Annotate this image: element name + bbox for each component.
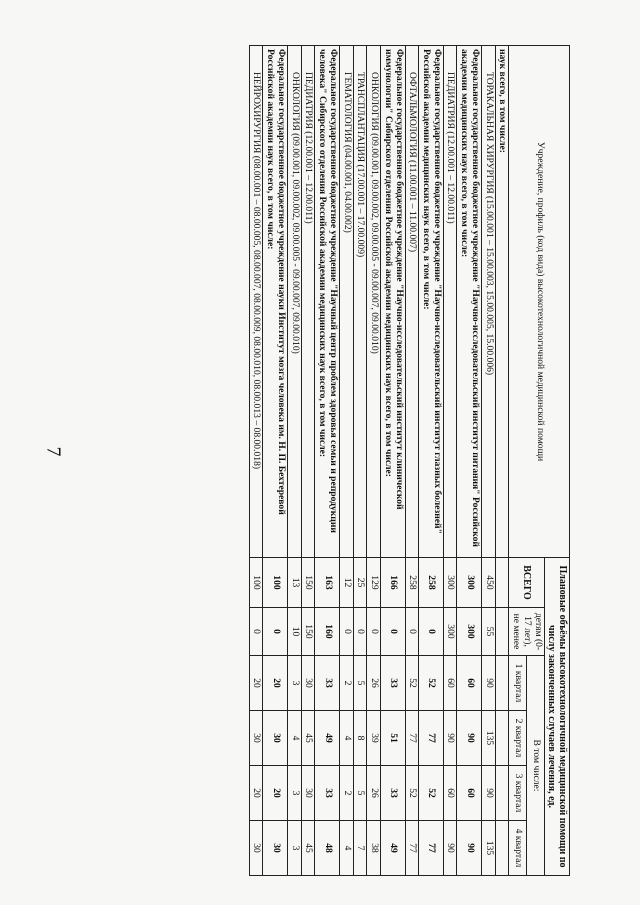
table-row	[353, 46, 367, 876]
cell-q3: 33	[381, 766, 405, 821]
cell-q3: 52	[419, 766, 443, 821]
cell-q3: 60	[457, 766, 481, 821]
cell-name: ТРАНСПЛАНТАЦИЯ (17.00.001 – 17.00.009)	[353, 46, 367, 558]
htmp-volume-table	[249, 45, 570, 876]
cell-total: 100	[249, 558, 263, 608]
cell-name: Федеральное государственное бюджетное учреждение "Научно-исследовательский институт питания" Российской академии медицинских наук всего, в том числе:	[457, 46, 481, 558]
cell-total: 129	[367, 558, 381, 608]
cell-children: 0	[367, 608, 381, 656]
cell-total: 13	[287, 558, 301, 608]
cell-name: наук всего, в том числе:	[495, 46, 509, 558]
cell-q2: 49	[315, 711, 339, 766]
cell-name: Федеральное государственное бюджетное учреждение "Научный центр проблем здоровья семьи и репродукции человека" Сибирского отделения Российской академии медицинских наук всего, в том числе:	[315, 46, 339, 558]
header-row-1	[544, 46, 569, 876]
cell-total: 100	[263, 558, 287, 608]
table-row	[405, 46, 419, 876]
cell-q4: 30	[263, 821, 287, 876]
cell-q4: 4	[339, 821, 353, 876]
cell-total: 166	[381, 558, 405, 608]
cell-q1: 3	[287, 656, 301, 711]
cell-q4: 30	[249, 821, 263, 876]
cell-q1: 5	[353, 656, 367, 711]
cell-children: 0	[353, 608, 367, 656]
cell-children: 10	[287, 608, 301, 656]
header-children: детям (0-17 лет), не менее	[509, 608, 544, 656]
cell-total: 258	[405, 558, 419, 608]
cell-name: ПЕДИАТРИЯ (12.00.001 – 12.00.011)	[301, 46, 315, 558]
header-in-that: В том числе:	[527, 656, 545, 876]
cell-q4: 45	[301, 821, 315, 876]
cell-name: Федеральное государственное бюджетное учреждение "Научно-исследовательский институт глазных болезней" Российской академии медицинских наук всего, в том числе:	[419, 46, 443, 558]
cell-q1: 90	[481, 656, 495, 711]
table-row	[287, 46, 301, 876]
cell-total: 163	[315, 558, 339, 608]
cell-q2: 90	[443, 711, 457, 766]
table-row	[443, 46, 457, 876]
cell-children: 300	[443, 608, 457, 656]
cell-q2: 45	[301, 711, 315, 766]
cell-children: 300	[457, 608, 481, 656]
cell-q2: 4	[287, 711, 301, 766]
table-row	[481, 46, 495, 876]
cell-q1: 20	[249, 656, 263, 711]
cell-q2: 30	[249, 711, 263, 766]
cell-name: ТОРАКАЛЬНАЯ ХИРУРГИЯ (15.00.001 – 15.00.003, 15.00.005, 15.00.006)	[481, 46, 495, 558]
cell-q1: 52	[419, 656, 443, 711]
cell-name: ОНКОЛОГИЯ (09.00.001, 09.00.002, 09.00.005 - 09.00.007, 09.00.010)	[287, 46, 301, 558]
cell-q2: 90	[457, 711, 481, 766]
header-q1: 1 квартал	[509, 656, 527, 711]
cell-total: 300	[457, 558, 481, 608]
cell-children: 0	[339, 608, 353, 656]
cell-q3: 3	[287, 766, 301, 821]
cell-children: 0	[249, 608, 263, 656]
page-number: 7	[42, 446, 65, 457]
cell-children: 0	[419, 608, 443, 656]
header-plan-title: Плановые объёмы высокотехнологичной медицинской помощи по числу законченных случаев лечения, ед.	[544, 558, 569, 876]
cell-name: ПЕДИАТРИЯ (12.00.001 – 12.00.011)	[443, 46, 457, 558]
cell-q4: 38	[367, 821, 381, 876]
header-total: ВСЕГО	[509, 558, 544, 608]
cell-q4: 3	[287, 821, 301, 876]
cell-q2: 77	[419, 711, 443, 766]
cell-q3: 2	[339, 766, 353, 821]
cell-q1: 60	[457, 656, 481, 711]
table-row	[419, 46, 443, 876]
cell-children: 0	[405, 608, 419, 656]
cell-q3: 5	[353, 766, 367, 821]
rotated-table-wrapper	[110, 45, 570, 875]
cell-q4: 7	[353, 821, 367, 876]
cell-children	[495, 608, 509, 656]
cell-total: 300	[443, 558, 457, 608]
cell-name: Федеральное государственное бюджетное учреждение науки Институт мозга человека им. Н. П. Бехтеревой Российской академии наук всего, в том числе:	[263, 46, 287, 558]
cell-q1: 30	[301, 656, 315, 711]
cell-children: 0	[263, 608, 287, 656]
cell-q4	[495, 821, 509, 876]
cell-q3: 20	[263, 766, 287, 821]
table-row	[495, 46, 509, 876]
cell-name: ОФТАЛЬМОЛОГИЯ (11.00.001 – 11.00.007)	[405, 46, 419, 558]
cell-q4: 90	[443, 821, 457, 876]
cell-children: 0	[381, 608, 405, 656]
cell-q1	[495, 656, 509, 711]
cell-q1: 33	[315, 656, 339, 711]
table-row	[263, 46, 287, 876]
cell-name: ОНКОЛОГИЯ (09.00.001, 09.00.002, 09.00.005 - 09.00.007, 09.00.010)	[367, 46, 381, 558]
cell-children: 55	[481, 608, 495, 656]
cell-q2: 135	[481, 711, 495, 766]
cell-q4: 77	[405, 821, 419, 876]
cell-q3: 26	[367, 766, 381, 821]
cell-total: 450	[481, 558, 495, 608]
cell-total	[495, 558, 509, 608]
cell-q3: 90	[481, 766, 495, 821]
cell-total: 258	[419, 558, 443, 608]
cell-q3: 20	[249, 766, 263, 821]
cell-q1: 20	[263, 656, 287, 711]
cell-total: 25	[353, 558, 367, 608]
cell-q2: 30	[263, 711, 287, 766]
cell-q1: 52	[405, 656, 419, 711]
table-row	[339, 46, 353, 876]
cell-name: ГЕМАТОЛОГИЯ (04.00.001, 04.00.002)	[339, 46, 353, 558]
cell-q2: 39	[367, 711, 381, 766]
cell-q2: 8	[353, 711, 367, 766]
cell-q3	[495, 766, 509, 821]
header-q2: 2 квартал	[509, 711, 527, 766]
table-row	[315, 46, 339, 876]
header-q3: 3 квартал	[509, 766, 527, 821]
table-body	[249, 46, 509, 876]
cell-q3: 52	[405, 766, 419, 821]
cell-name: НЕЙРОХИРУРГИЯ (08.00.001 – 08.00.005, 08.00.007, 08.00.009, 08.00.010, 08.00.013 – 08.00.018)	[249, 46, 263, 558]
cell-q3: 30	[301, 766, 315, 821]
cell-total: 12	[339, 558, 353, 608]
cell-q4: 49	[381, 821, 405, 876]
cell-q3: 33	[315, 766, 339, 821]
cell-q1: 33	[381, 656, 405, 711]
header-q4: 4 квартал	[509, 821, 527, 876]
table-row	[249, 46, 263, 876]
cell-q2: 77	[405, 711, 419, 766]
table-row	[457, 46, 481, 876]
table-row	[381, 46, 405, 876]
cell-name: Федеральное государственное бюджетное учреждение "Научно-исследовательский институт клинической иммунологии" Сибирского отделения Российской академии медицинских наук всего, в том числе:	[381, 46, 405, 558]
cell-q1: 60	[443, 656, 457, 711]
cell-q4: 135	[481, 821, 495, 876]
table-row	[301, 46, 315, 876]
header-col-name: Учреждение, профиль (код вида) высокотехнологичной медицинской помощи	[509, 46, 570, 558]
cell-q1: 26	[367, 656, 381, 711]
cell-q4: 77	[419, 821, 443, 876]
cell-children: 160	[315, 608, 339, 656]
cell-q2: 51	[381, 711, 405, 766]
cell-q1: 2	[339, 656, 353, 711]
cell-q4: 48	[315, 821, 339, 876]
cell-q3: 60	[443, 766, 457, 821]
cell-q2: 4	[339, 711, 353, 766]
cell-q2	[495, 711, 509, 766]
cell-q4: 90	[457, 821, 481, 876]
cell-children: 150	[301, 608, 315, 656]
table-row	[367, 46, 381, 876]
cell-total: 150	[301, 558, 315, 608]
